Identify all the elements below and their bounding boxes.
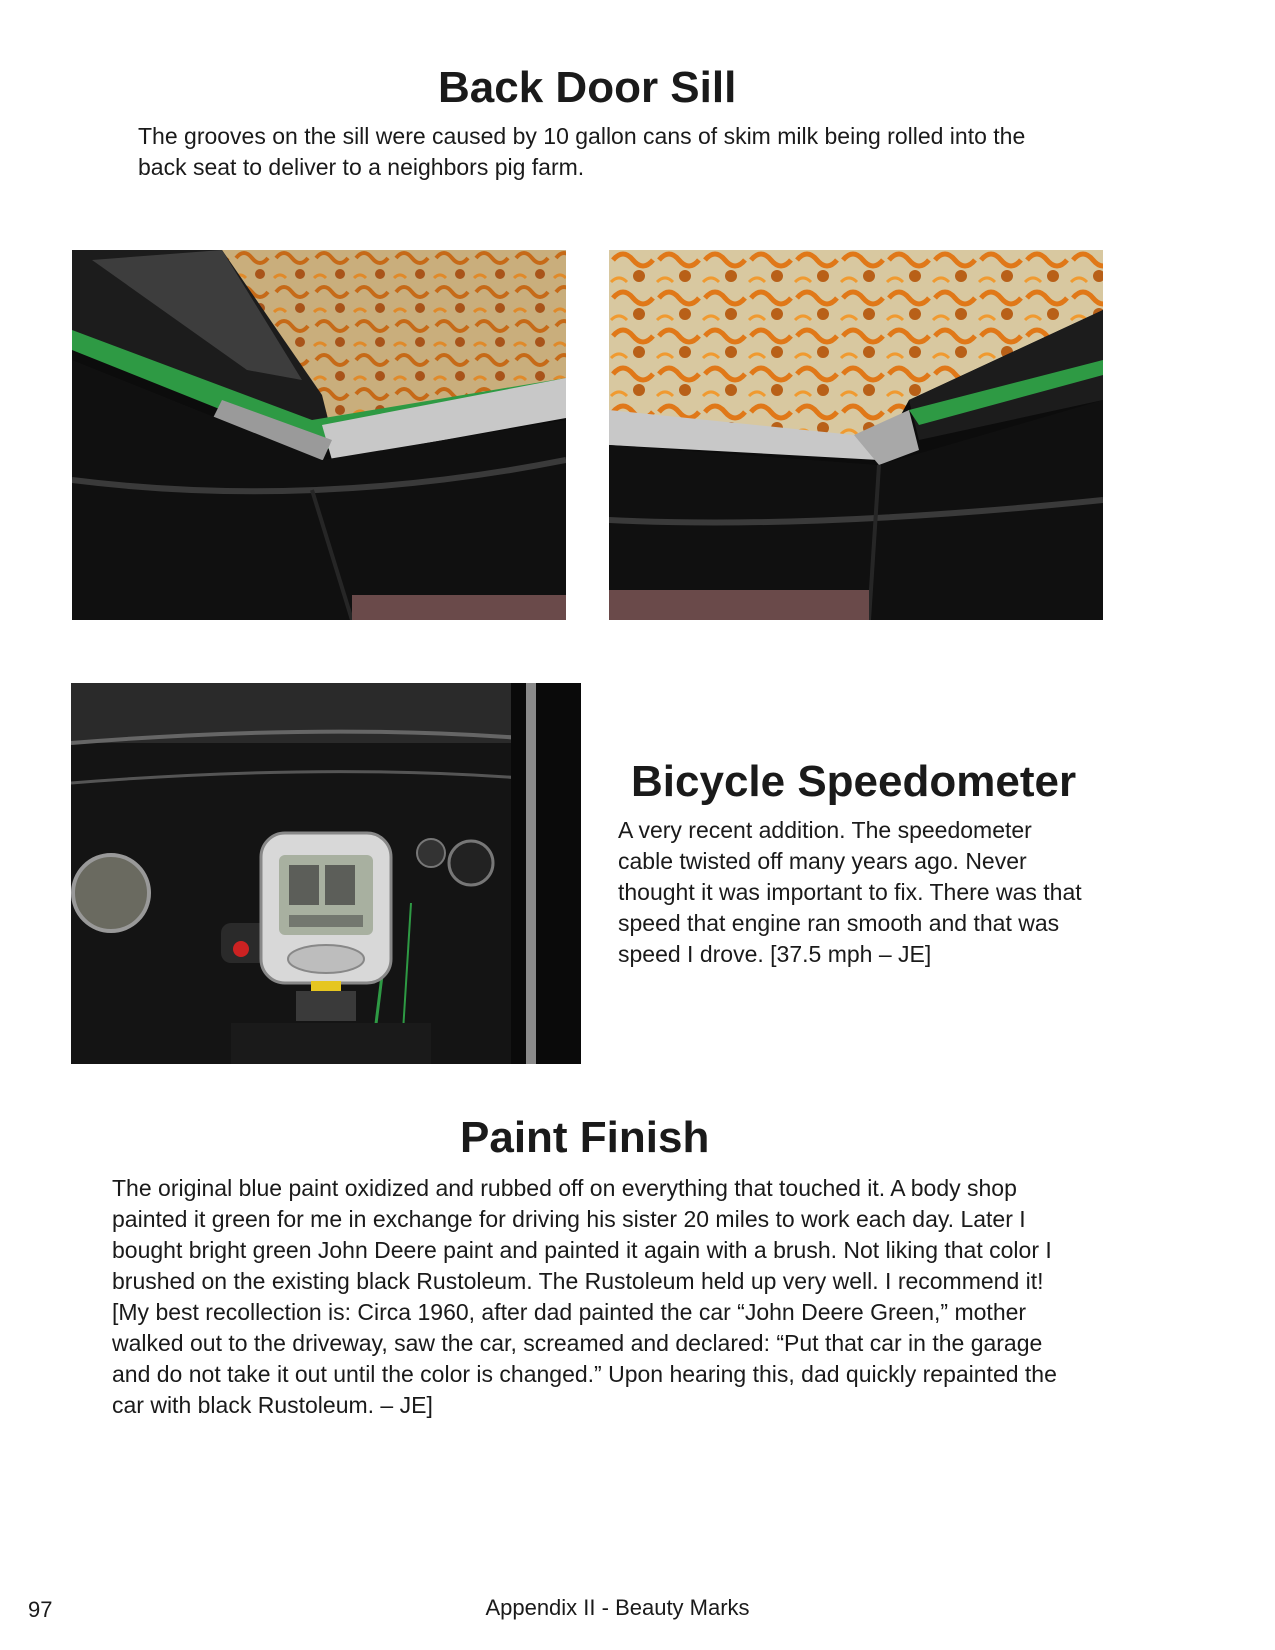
paint-finish-text: The original blue paint oxidized and rubbed off on everything that touched it. A body shop painted it green for me in exchange for driving his sister 20 miles to work each day. Later I bought bright green John Deere paint and painted it again with a brush. Not liking that color I brushed on the existing black Rustoleum. The Rustoleum held up very well. I recommend it! [My best recollection is: Circa 1960, after dad painted the car “John Deere Green,” mother walked out to the driveway, saw the car, screamed and declared: “Put that car in the garage and do not take it out until the color is changed.” Upon hearing this, dad quickly repainted the car with black Rustoleum. – JE] xyxy=(112,1175,1057,1418)
bicycle-speedometer-text: A very recent addition. The speedometer cable twisted off many years ago. Never thought it was important to fix. There was that speed that engine ran smooth and that was speed I drove. [37.5 mph – JE] xyxy=(618,817,1082,967)
footer-section-title: Appendix II - Beauty Marks xyxy=(485,1595,750,1620)
speedometer-photo xyxy=(71,683,581,1064)
back-door-sill-text: The grooves on the sill were caused by 10 gallon cans of skim milk being rolled into the back seat to deliver to a neighbors pig farm. xyxy=(138,123,1026,180)
back-door-sill-heading: Back Door Sill xyxy=(438,63,737,112)
page-number: 97 xyxy=(28,1597,53,1622)
sill-photo-right xyxy=(609,250,1103,620)
bicycle-speedometer-heading: Bicycle Speedometer xyxy=(631,757,1077,806)
paint-finish-heading: Paint Finish xyxy=(460,1113,710,1162)
sill-photo-left xyxy=(72,250,566,620)
